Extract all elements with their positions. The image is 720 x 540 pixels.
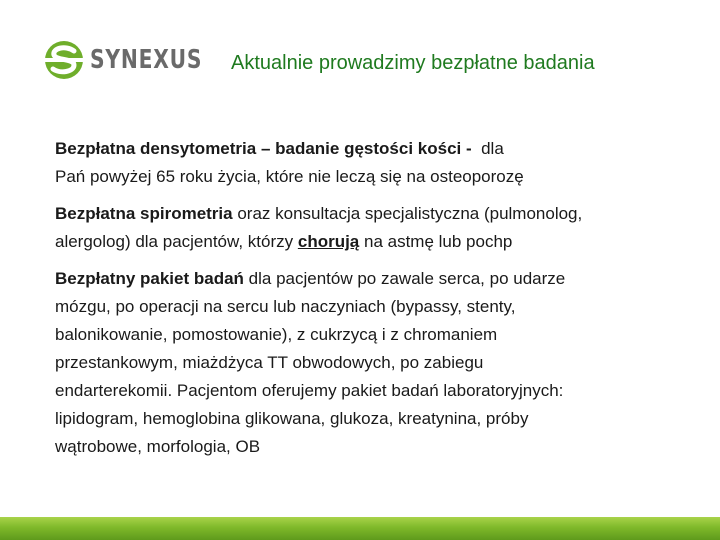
offer-paragraph <box>55 265 695 461</box>
text-segment: lipidogram, hemoglobina glikowana, glukoza, kreatynina, próby <box>55 409 529 428</box>
emphasis-segment: Bezpłatny pakiet badań <box>55 269 244 288</box>
text-line <box>55 135 695 163</box>
page-title: Aktualnie prowadzimy bezpłatne badania <box>231 52 595 74</box>
text-line <box>55 321 695 349</box>
synexus-logo <box>44 40 234 80</box>
text-segment: endarterekomii. Pacjentom oferujemy pakiet badań laboratoryjnych: <box>55 381 564 400</box>
footer-bar <box>0 517 720 540</box>
text-line <box>55 265 695 293</box>
text-line <box>55 228 695 256</box>
text-segment: przestankowym, miażdżyca TT obwodowych, po zabiegu <box>55 353 484 372</box>
emphasis-segment: chorują <box>297 232 360 251</box>
text-segment: wątrobowe, morfologia, OB <box>55 437 261 456</box>
offer-paragraph <box>55 200 695 256</box>
text-line <box>55 293 695 321</box>
text-line <box>55 163 695 191</box>
text-segment: dla <box>476 139 504 158</box>
text-segment: oraz konsultacja specjalistyczna (pulmonolog, <box>232 204 583 223</box>
emphasis-segment: Bezpłatna spirometria <box>55 204 233 223</box>
emphasis-segment: Bezpłatna densytometria – badanie gęstości kości - <box>55 139 477 158</box>
text-segment: balonikowanie, pomostowanie), z cukrzycą i z chromaniem <box>55 325 498 344</box>
text-segment: dla pacjentów po zawale serca, po udarze <box>243 269 566 288</box>
text-line <box>55 349 695 377</box>
logo-text: SYNEXUS <box>90 45 203 75</box>
text-segment: mózgu, po operacji na sercu lub naczyniach (bypassy, stenty, <box>55 297 516 316</box>
text-segment: Pań powyżej 65 roku życia, które nie leczą się na osteoporozę <box>55 167 524 186</box>
text-line <box>55 200 695 228</box>
text-line <box>55 377 695 405</box>
offer-paragraph <box>55 135 695 191</box>
offer-list <box>55 135 695 461</box>
text-segment: na astmę lub pochp <box>359 232 513 251</box>
text-segment: alergolog) dla pacjentów, którzy <box>55 232 298 251</box>
synexus-logo-mark-icon <box>44 40 84 80</box>
text-line <box>55 433 695 461</box>
text-line <box>55 405 695 433</box>
